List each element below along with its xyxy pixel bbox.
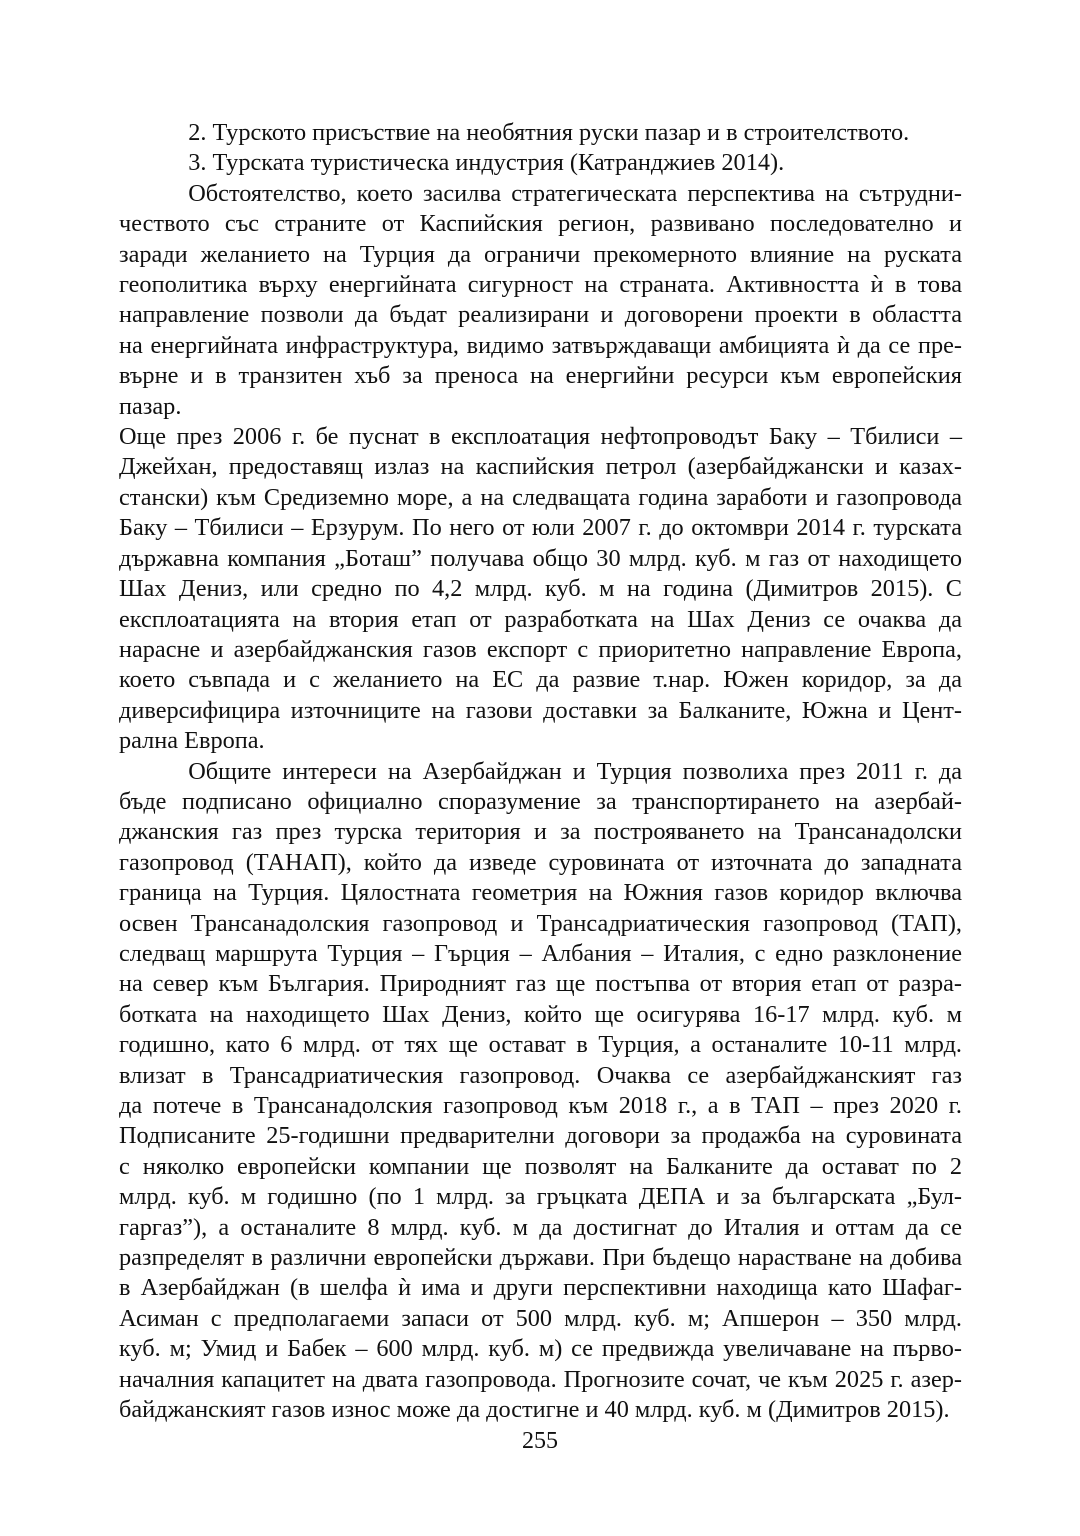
text-line: куб. м; Умид и Бабек – 600 млрд. куб. м) се предвижда увеличаване на първо- <box>119 1335 962 1363</box>
text-line: Баку – Тбилиси – Ерзурум. По него от юли 2007 г. до октомври 2014 г. турската <box>119 514 962 542</box>
text-line: Подписаните 25-годишни предварителни договори за продажба на суровината <box>119 1122 962 1150</box>
page-body <box>119 118 962 1425</box>
text-line: влизат в Трансадриатическия газопровод. Очаква се азербайджанският газ <box>119 1061 962 1089</box>
text-line: в Азербайджан (в шелфа ѝ има и други перспективни находища като Шафаг- <box>119 1274 962 1302</box>
text-line: освен Трансанадолския газопровод и Трансадриатическия газопровод (ТАП), <box>119 909 962 937</box>
paragraph <box>119 757 962 787</box>
text-line: диверсифицира източниците на газови доставки за Балканите, Южна и Цент- <box>119 696 962 724</box>
text-line: Джейхан, предоставящ излаз на каспийския петрол (азербайджански и казах- <box>119 453 962 481</box>
text-line: което съвпада и с желанието на ЕС да развие т.нар. Южен коридор, за да <box>119 666 962 694</box>
text-line: да потече в Трансанадолския газопровод към 2018 г., а в ТАП – през 2020 г. <box>119 1092 962 1119</box>
text-line: Още през 2006 г. бе пуснат в експлоатация нефтопроводът Баку – Тбилиси – <box>119 423 962 451</box>
text-line: на енергийната инфраструктура, видимо затвърждаващи амбицията ѝ да се пре- <box>119 331 962 359</box>
list-item: 3. Турската туристическа индустрия (Катранджиев 2014). <box>188 149 785 177</box>
text-line: гаргаз”), а останалите 8 млрд. куб. м да достигнат до Италия и оттам да се <box>119 1213 962 1241</box>
text-line: байджанският газов износ може да достигне и 40 млрд. куб. м (Димитров 2015). <box>119 1396 950 1424</box>
text-line: с няколко европейски компании ще позволят на Балканите да остават по 2 <box>119 1152 962 1180</box>
text-line: стански) към Средиземно море, а на следващата година заработи и газопровода <box>119 483 962 511</box>
text-line: експлоатацията на втория етап от разработката на Шах Дениз се очаква да <box>119 605 962 633</box>
text-line: газопровод (ТАНАП), който да изведе суровината от източната до западната <box>119 848 962 876</box>
text-line: Асиман с предполагаеми запаси от 500 млрд. куб. м; Апшерон – 350 млрд. <box>119 1304 962 1332</box>
list-item: 2. Турското присъствие на необятния руски пазар и в строителството. <box>188 119 910 146</box>
text-line: заради желанието на Турция да ограничи прекомерното влияние на руската <box>119 240 962 268</box>
text-line: рална Европа. <box>119 727 265 755</box>
text-line: държавна компания „Боташ” получава общо 30 млрд. куб. м газ от находището <box>119 544 962 572</box>
text-line: граница на Турция. Цялостната геометрия на Южния газов коридор включва <box>119 879 962 907</box>
text-line: началния капацитет на двата газопровода. Прогнозите сочат, че към 2025 г. азер- <box>119 1365 962 1393</box>
text-line: нарасне и азербайджанския газов експорт с приоритетно направление Европа, <box>119 635 962 663</box>
text-line: следващ маршрута Турция – Гърция – Албания – Италия, с едно разклонение <box>119 939 962 967</box>
text-line: на север към България. Природният газ ще постъпва от втория етап от разра- <box>119 970 962 998</box>
text-line: Шах Дениз, или средно по 4,2 млрд. куб. м на година (Димитров 2015). С <box>119 575 962 603</box>
text-line: разпределят в различни европейски държави. При бъдещо нарастване на добива <box>119 1244 962 1272</box>
text-line: бъде подписано официално споразумение за транспортирането на азербай- <box>119 787 962 815</box>
text-line: джанския газ през турска територия и за построяването на Трансанадолски <box>119 818 962 846</box>
text-line: геополитика върху енергийната сигурност на страната. Активността ѝ в това <box>119 271 962 299</box>
paragraph <box>119 179 962 209</box>
text-line: Общите интереси на Азербайджан и Турция позволиха през 2011 г. да <box>188 757 962 785</box>
text-line: годишно, като 6 млрд. от тях ще остават в Турция, а останалите 10-11 млрд. <box>119 1031 962 1059</box>
text-line: Обстоятелство, което засилва стратегическата перспектива на сътрудни- <box>188 179 962 207</box>
text-line: млрд. куб. м годишно (по 1 млрд. за гръцката ДЕПА и за българската „Бул- <box>119 1183 962 1211</box>
text-line: чеството със страните от Каспийския регион, развивано последователно и <box>119 210 962 238</box>
text-line: направление позволи да бъдат реализирани и договорени проекти в областта <box>119 301 962 329</box>
text-line: върне и в транзитен хъб за преноса на енергийни ресурси към европейския пазар. <box>119 362 962 420</box>
text-line: ботката на находището Шах Дениз, който ще осигурява 16-17 млрд. куб. м <box>119 1000 962 1028</box>
page-number: 255 <box>522 1428 558 1454</box>
